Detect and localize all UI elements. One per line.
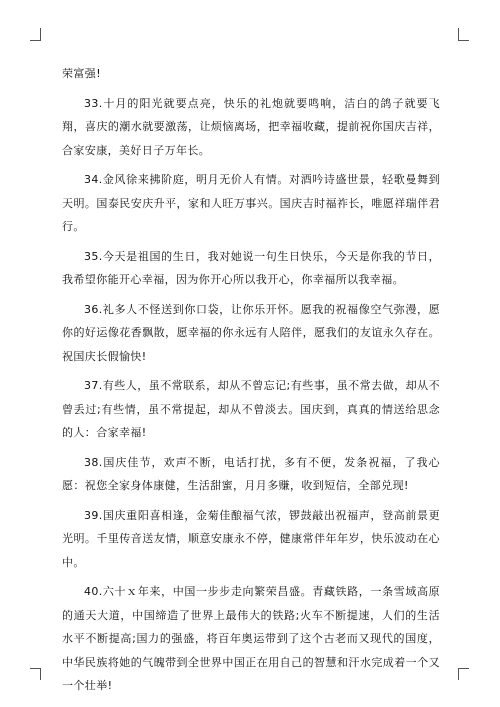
paragraph: 37.有些人，虽不常联系，却从不曾忘记;有些事，虽不常去做，却从不曾丢过;有些情，虽不常提起，却从不曾淡去。国庆到，真真的情送给思念的人：合家幸福! — [62, 379, 440, 439]
paragraph: 38.国庆佳节，欢声不断，电话打扰，多有不便，发条祝福，了我心愿：祝您全家身体康健，生活甜蜜，月月多赚，收到短信，全部兑现! — [62, 455, 440, 492]
paragraph: 荣富强! — [62, 67, 102, 80]
document-body — [62, 62, 440, 704]
paragraph: 35.今天是祖国的生日，我对她说一句生日快乐，今天是你我的节日，我希望你能开心幸福，因为你开心所以我开心，你幸福所以我幸福。 — [62, 249, 440, 286]
paragraph: 40.六十ｘ年来，中国一步步走向繁荣昌盛。青藏铁路，一条雪域高原的通天大道，中国缔造了世界上最伟大的铁路;火车不断提速，人们的生活水平不断提高;国力的强盛，将百年奥运带到了这个古老而又现代的国度，中华民族将她的气魄带到全世界中国正在用自己的智慧和汗水完成着一个又一个壮举! — [62, 585, 440, 692]
paragraph: 34.金风徐来拂阶庭，明月无价人有情。对酒吟诗盛世景，轻歌曼舞到天明。国泰民安庆升平，家和人旺万事兴。国庆吉时福祚长，唯愿祥瑞伴君行。 — [62, 173, 440, 233]
paragraph: 36.礼多人不怪送到你口袋，让你乐开怀。愿我的祝福像空气弥漫，愿你的好运像花香飘散，愿幸福的你永远有人陪伴，愿我们的友谊永久存在。祝国庆长假愉快! — [62, 302, 440, 363]
paragraph: 39.国庆重阳喜相逢，金菊佳酿福气浓，锣鼓敲出祝福声，登高前景更光明。千里传音送友情，顺意安康永不停，健康常伴年年岁，快乐波动在心中。 — [62, 508, 440, 569]
paragraph: 33.十月的阳光就要点亮，快乐的礼炮就要鸣响，洁白的鸽子就要飞翔，喜庆的潮水就要激荡，让烦恼离场，把幸福收藏，提前祝你国庆吉祥，合家安康，美好日子万年长。 — [62, 96, 440, 157]
